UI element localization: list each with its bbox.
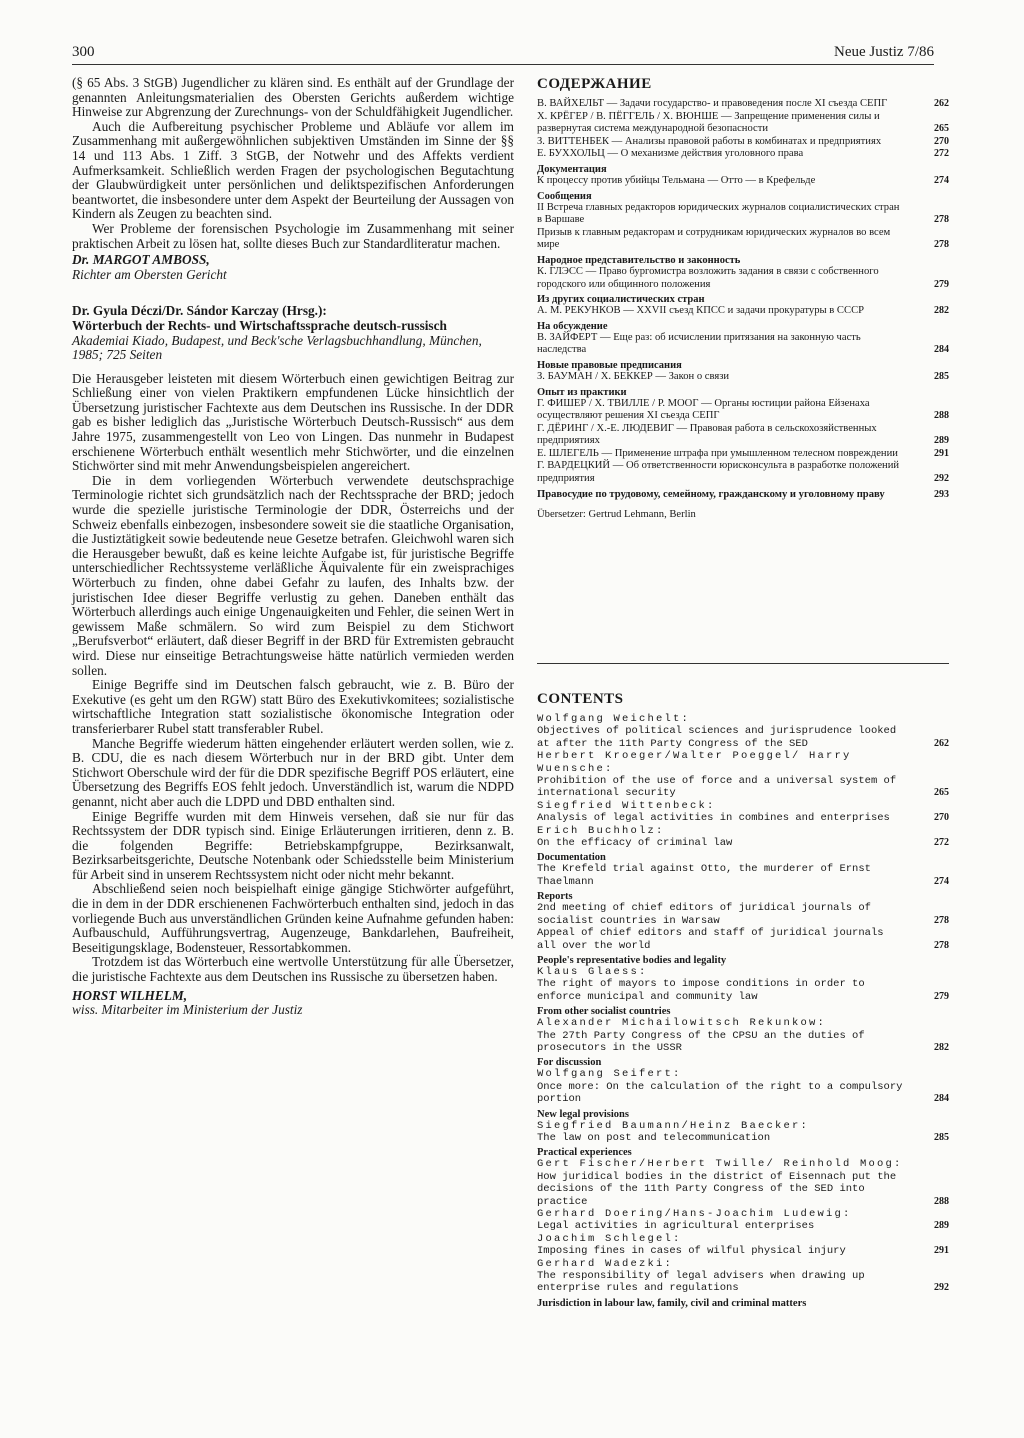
toc-entry — [537, 825, 949, 850]
toc-entry — [537, 1068, 949, 1105]
toc-entry — [537, 1233, 949, 1258]
toc-entry-text — [537, 1258, 915, 1295]
body-paragraph: Auch die Aufbereitung psychischer Probleme und Abläufe vor allem im Zusammenhang mit außergewöhnlichen subjektiven Umständen im Sinne der §§ 14 und 113 Abs. 1 Ziff. 3 StGB, der Notwehr und des Affekts verdient Aufmerksamkeit. Schließlich werden Fragen der psychologischen Begutachtung der Glaubwürdigkeit unter persönlichen und deliktspezifischen Anforderungen beantwortet, die insbesondere unter dem Aspekt der Beurteilung der Aussagen von Kindern als Zeugen zu beachten sind. — [72, 118, 514, 222]
toc-entry-title: К процессу против убийцы Тельмана — Отто — в Крефельде — [537, 174, 816, 186]
toc-entry — [537, 1017, 949, 1054]
toc-entry-title: Х. КРЁГЕР / В. ПЁГГЕЛЬ / Х. ВЮНШЕ — Запрещение применения силы и развернутая система международной безопасности — [537, 110, 880, 135]
toc-entry-title: Г. ДЁРИНГ / Х.-Е. ЛЮДЕВИГ — Правовая работа в сельскохозяйственных предприятиях — [537, 422, 877, 447]
toc-entry — [537, 423, 949, 448]
toc-entry-title: Appeal of chief editors and staff of juridical journals all over the world — [537, 927, 884, 952]
toc-page-number: 289 — [934, 1220, 949, 1232]
toc-entry — [537, 448, 949, 461]
toc-entry-title: The right of mayors to impose conditions in order to enforce municipal and community law — [537, 978, 865, 1003]
toc-page-number: 274 — [934, 875, 949, 887]
toc-page-number: 292 — [934, 1282, 949, 1294]
body-paragraph: (§ 65 Abs. 3 StGB) Jugendlicher zu klären sind. Es enthält auf der Grundlage der genannten Anleitungsmaterialien des Obersten Gerichts außerdem wichtige Hinweise zur Abgrenzung der Zurechnungs- von der Schuldfähigkeit Jugendlicher. — [72, 75, 514, 120]
toc-entry-author: Erich Buchholz: — [537, 824, 665, 837]
toc-page-number: 284 — [934, 344, 949, 356]
toc-entry-text — [537, 460, 915, 485]
toc-entry-text — [537, 902, 915, 927]
reviewer-title: wiss. Mitarbeiter im Ministerium der Justiz — [72, 1002, 303, 1018]
toc-page-number: 289 — [934, 435, 949, 447]
toc-entry — [537, 175, 949, 188]
toc-page-number: 278 — [934, 939, 949, 951]
toc-entry-title: The 27th Party Congress of the CPSU an the duties of prosecutors in the USSR — [537, 1029, 865, 1054]
toc-entry-author: Wolfgang Seifert: — [537, 1068, 682, 1081]
toc-entry — [537, 1258, 949, 1295]
toc-section: Из других социалистических стран — [537, 294, 705, 306]
toc-entry — [537, 98, 949, 111]
toc-entry-text — [537, 927, 915, 952]
body-paragraph: Wer Probleme der forensischen Psychologie im Zusammenhang mit seiner praktischen Arbeit zu lösen hat, sollte dieses Buch zur Standardliteratur machen. — [72, 220, 514, 251]
toc-page-number: 291 — [934, 447, 949, 459]
toc-page-number: 265 — [934, 123, 949, 135]
reviewer-title: Richter am Obersten Gericht — [72, 266, 227, 282]
toc-entry-text — [537, 148, 915, 161]
russian-contents-list — [537, 98, 949, 501]
reviewer-name: Dr. MARGOT AMBOSS, — [72, 252, 210, 268]
translator-credit: Übersetzer: Gertrud Lehmann, Berlin — [537, 509, 696, 521]
toc-page-number: 279 — [934, 278, 949, 290]
toc-page-number: 282 — [934, 305, 949, 317]
body-paragraph: Abschließend seien noch beispielhaft einige gängige Stichwörter aufgeführt, die in dem in der DDR erschienenen Fachwörterbuch enthalten sind, jedoch in das vorliegende Buch aus unverständlichen Gründen keine Aufnahme gefunden haben: Aufbauschuld, Aufführungsvertrag, Augenzeuge, Bankdarlehen, Baufreiheit, Beseitigungsklage, Bodensteuer, Ressortabkommen. — [72, 881, 514, 955]
toc-page-number: 284 — [934, 1093, 949, 1105]
toc-entry — [537, 750, 949, 800]
toc-page-number: 274 — [934, 174, 949, 186]
toc-entry-author: Joachim Schlegel: — [537, 1232, 682, 1245]
toc-entry-title: Once more: On the calculation of the right to a compulsory portion — [537, 1080, 903, 1106]
toc-page-number: 265 — [934, 787, 949, 799]
toc-section: People's representative bodies and legality — [537, 954, 727, 966]
toc-entry-text — [537, 398, 915, 423]
toc-page-number: 292 — [934, 473, 949, 485]
toc-entry — [537, 398, 949, 423]
review-column — [72, 76, 514, 1018]
toc-entry-title: 2nd meeting of chief editors of juridical journals of socialist countries in Warsaw — [537, 902, 871, 927]
toc-entry-title: В. ВАЙХЕЛЬТ — Задачи государство- и правоведения после XI съезда СЕПГ — [537, 98, 888, 109]
toc-entry-title: Призыв к главным редакторам и сотрудникам юридических журналов во всем мире — [537, 226, 891, 251]
toc-entry-title: Г. ФИШЕР / Х. ТВИЛЛЕ / Р. МООГ — Органы юстиции района Ейзенаха осуществляют решения XI съезда СЕПГ — [537, 397, 870, 422]
toc-entry — [537, 202, 949, 227]
section-divider — [537, 663, 949, 664]
english-contents — [537, 691, 949, 1309]
toc-entry-author: Alexander Michailowitsch Rekunkow: — [537, 1017, 827, 1030]
toc-section — [537, 489, 949, 502]
toc-section: Опыт из практики — [537, 386, 627, 398]
toc-page-number: 272 — [934, 837, 949, 849]
toc-entry — [537, 863, 949, 888]
toc-page-number: 285 — [934, 1131, 949, 1143]
toc-entry-text — [537, 371, 915, 384]
toc-entry-title: Imposing fines in cases of wilful physical injury — [537, 1245, 846, 1258]
toc-entry-title: The Krefeld trial against Otto, the murderer of Ernst Thaelmann — [537, 863, 871, 888]
toc-entry-text — [537, 423, 915, 448]
toc-entry-title: The responsibility of legal advisers when drawing up enterprise rules and regulations — [537, 1270, 865, 1295]
toc-entry-title: How juridical bodies in the district of Eisennach put the decisions of the 11th Party Congress of the SED into practice — [537, 1170, 897, 1208]
toc-section: Jurisdiction in labour law, family, civil and criminal matters — [537, 1297, 807, 1309]
toc-page-number: 288 — [934, 410, 949, 422]
toc-section: For discussion — [537, 1057, 602, 1069]
toc-entry-text — [537, 227, 915, 252]
english-contents-list — [537, 713, 949, 1309]
toc-entry — [537, 1120, 949, 1145]
toc-page-number: 278 — [934, 214, 949, 226]
page-number: 300 — [72, 44, 95, 60]
toc-section: Practical experiences — [537, 1147, 632, 1159]
body-paragraph: Die Herausgeber leisteten mit diesem Wörterbuch einen gewichtigen Beitrag zur Schließung einer von vielen Praktikern empfundenen Lücke hinsichtlich der Übersetzung juristischer Fachtexte aus dem Deutschen ins Russische. In der DDR gab es bisher lediglich das „Juristische Wörterbuch Deutsch-Russisch“ aus dem Jahre 1975, zusammengestellt von Leo von Lingen. Das nunmehr in Budapest erschienene Wörterbuch enthält wesentlich mehr Stichwörter, und die einzelnen Stichwörter sind mit mehr Anwendungsbeispielen angereichert. — [72, 370, 514, 474]
toc-entry — [537, 460, 949, 485]
toc-entry-author: Klaus Glaess: — [537, 965, 648, 978]
toc-entry-text — [537, 713, 915, 750]
journal-issue: Neue Justiz 7/86 — [834, 44, 934, 60]
toc-entry-text — [537, 1068, 915, 1105]
toc-entry-title: Prohibition of the use of force and a universal system of international security — [537, 775, 897, 800]
toc-entry-text — [537, 1208, 915, 1233]
toc-section: Сообщения — [537, 190, 592, 202]
toc-entry — [537, 1208, 949, 1233]
toc-entry-title: А. М. РЕКУНКОВ — XXVII съезд КПСС и задачи прокуратуры в СССР — [537, 305, 865, 317]
body-paragraph: Die in dem vorliegenden Wörterbuch verwendete deutschsprachige Terminologie richtet sich grundsätzlich nach der Rechtssprache der BRD; jedoch wurde die spezielle juristische Terminologie der DDR, Österreichs und der Schweiz ebenfalls einbezogen, insbesondere soweit sie die staatliche Organisation, die Justiztätigkeit sowie bedeutende neue Gesetze betrafen. Gleichwohl waren sich die Herausgeber bewußt, daß es keine leichte Aufgabe ist, für juristische Begriffe unterschiedlicher Rechtssysteme verläßliche Äquivalente für ein zweisprachiges Wörterbuch zu finden, ohne dabei Gefahr zu laufen, des Inhalts bzw. der juristischen Idee dieser Begriffe verlustig zu gehen. Daneben enthält das Wörterbuch allerdings auch einige Ungenauigkeiten und Fehler, die seinen Wert in gewissem Maße schmälern. So wird zum Beispiel zu dem Stichwort „Berufsverbot“ erläutert, daß dieser Begriff in der BRD für Extremisten gebraucht wird. Diese nur einseitige Betrachtungsweise hätte natürlich vermieden werden sollen. — [72, 472, 514, 678]
toc-entry — [537, 966, 949, 1003]
toc-section: Народное представительство и законность — [537, 254, 741, 266]
body-paragraph: Einige Begriffe sind im Deutschen falsch gebraucht, wie z. B. Büro der Exekutive (es geht um den RGW) statt Büro des Exekutivkomitees; sozialistische wirtschaftliche Integration statt sozialistische ökonomische Integration oder transferierbarer Rubel statt transferabler Rubel. — [72, 677, 514, 736]
toc-entry-text — [537, 202, 915, 227]
toc-page-number: 270 — [934, 812, 949, 824]
toc-entry-title: Legal activities in agricultural enterprises — [537, 1220, 815, 1233]
toc-section: Reports — [537, 891, 573, 903]
toc-entry — [537, 1158, 949, 1208]
toc-entry-author: Siegfried Wittenbeck: — [537, 799, 716, 812]
toc-entry — [537, 371, 949, 384]
toc-entry-author: Gerhard Wadezki: — [537, 1257, 674, 1270]
toc-section: From other socialist countries — [537, 1006, 671, 1018]
toc-entry — [537, 136, 949, 149]
review-book-title: Wörterbuch der Rechts- und Wirtschaftssprache deutsch-russisch — [72, 317, 447, 333]
toc-entry-author: Herbert Kroeger/Walter Poeggel/ Harry Wuensche: — [537, 750, 852, 775]
review-book-publisher: Akademiai Kiado, Budapest, und Beck'sche Verlagsbuchhandlung, München, 1985; 725 Seiten — [72, 332, 482, 363]
toc-entry-text — [537, 966, 915, 1003]
toc-page-number: 285 — [934, 370, 949, 382]
toc-entry-title: З. БАУМАН / Х. БЕККЕР — Закон о связи — [537, 370, 730, 382]
toc-entry-title: Analysis of legal activities in combines and enterprises — [537, 812, 890, 825]
toc-section: На обсуждение — [537, 320, 608, 332]
toc-section-label: Правосудие по трудовому, семейному, гражданскому и уголовному праву — [537, 488, 885, 500]
toc-entry-author: Gert Fischer/Herbert Twille/ Reinhold Moog: — [537, 1158, 903, 1171]
toc-page-number: 262 — [934, 737, 949, 749]
toc-entry-author: Siegfried Baumann/Heinz Baecker: — [537, 1119, 810, 1132]
toc-page-number: 270 — [934, 135, 949, 147]
toc-entry-text — [537, 111, 915, 136]
toc-entry-title: В. ЗАЙФЕРТ — Еще раз: об исчислении притязания на законную часть наследства — [537, 331, 861, 356]
toc-entry-title: Е. ШЛЕГЕЛЬ — Применение штрафа при умышленном телесном повреждении — [537, 447, 898, 459]
toc-entry-text — [537, 825, 915, 850]
toc-entry — [537, 800, 949, 825]
toc-entry-title: Objectives of political sciences and jurisprudence looked at after the 11th Party Congress of the SED — [537, 725, 897, 750]
toc-entry — [537, 713, 949, 750]
toc-section: Documentation — [537, 852, 606, 864]
toc-page-number: 288 — [934, 1195, 949, 1207]
body-paragraph: Einige Begriffe wurden mit dem Hinweis versehen, daß sie nur für das Rechtssystem der DDR typisch sind. Einige Erläuterungen irritieren, denn z. B. die folgenden Begriffe: Betriebskampfgruppe, Bezirksanwalt, Bezirksarbeitsgerichte, Deutsche Notenbank oder Schiedsstelle beim Ministerium für Arbeit sind in unserem Rechtssystem nicht oder nicht mehr bekannt. — [72, 808, 514, 882]
toc-entry-text — [537, 136, 915, 149]
russian-contents-title: СОДЕРЖАНИЕ — [537, 76, 652, 92]
toc-entry — [537, 227, 949, 252]
toc-section: Документация — [537, 163, 607, 175]
toc-section: New legal provisions — [537, 1108, 629, 1120]
reviewer-name: HORST WILHELM, — [72, 987, 188, 1003]
toc-entry-title: К. ГЛЭСС — Право бургомистра возложить задания в связи с собственного городского или общинного положения — [537, 265, 879, 290]
body-paragraph: Manche Begriffe wiederum hätten eingehender erläutert werden sollen, wie z. B. CDU, die es nach diesem Wörterbuch nur in der BRD gibt. Unter dem Stichwort Oberschule wird der für die DDR spezifische Begriff POS erläutert, eine Übersetzung des Begriffs EOS fehlt jedoch. Unverständlich ist, warum die NDPD genannt, nicht aber auch die LDPD und DBD enthalten sind. — [72, 735, 514, 809]
toc-entry-text — [537, 750, 915, 800]
toc-entry-text — [537, 305, 915, 318]
toc-entry-title: Г. ВАРДЕЦКИЙ — Об ответственности юрисконсульта в разработке положений предприятия — [537, 460, 900, 485]
toc-entry-title: On the efficacy of criminal law — [537, 837, 733, 850]
toc-entry-title: Е. БУХХОЛЬЦ — О механизме действия уголовного права — [537, 148, 804, 160]
toc-entry-text — [537, 98, 915, 111]
toc-page-number: 293 — [934, 488, 949, 500]
toc-entry — [537, 266, 949, 291]
toc-entry-text — [537, 1158, 915, 1208]
toc-entry-text — [537, 332, 915, 357]
toc-page-number: 279 — [934, 990, 949, 1002]
toc-page-number: 278 — [934, 914, 949, 926]
toc-entry-author: Wolfgang Weichelt: — [537, 713, 691, 725]
toc-page-number: 278 — [934, 239, 949, 251]
toc-entry-text — [537, 448, 915, 461]
toc-section: Новые правовые предписания — [537, 359, 682, 371]
toc-entry-author: Gerhard Doering/Hans-Joachim Ludewig: — [537, 1208, 852, 1220]
russian-contents — [537, 76, 949, 520]
toc-entry-title: The law on post and telecommunication — [537, 1131, 771, 1144]
review-book-authors: Dr. Gyula Déczi/Dr. Sándor Karczay (Hrsg.): — [72, 303, 327, 319]
toc-entry-title: II Встреча главных редакторов юридических журналов социалистических стран в Варшаве — [537, 201, 900, 226]
header-rule — [72, 64, 934, 65]
toc-entry-text — [537, 1017, 915, 1054]
toc-page-number: 272 — [934, 148, 949, 160]
toc-entry — [537, 305, 949, 318]
toc-entry — [537, 927, 949, 952]
english-contents-title: CONTENTS — [537, 691, 624, 707]
toc-entry-text — [537, 266, 915, 291]
toc-entry-text — [537, 175, 915, 188]
toc-entry — [537, 111, 949, 136]
toc-entry-title: З. ВИТТЕНБЕК — Анализы правовой работы в комбинатах и предприятиях — [537, 135, 882, 147]
toc-entry — [537, 148, 949, 161]
toc-page-number: 262 — [934, 98, 949, 109]
toc-entry — [537, 332, 949, 357]
toc-page-number: 291 — [934, 1245, 949, 1257]
toc-entry — [537, 902, 949, 927]
toc-entry-text — [537, 1120, 915, 1145]
toc-page-number: 282 — [934, 1041, 949, 1053]
toc-entry-text — [537, 800, 915, 825]
toc-entry-text — [537, 1233, 915, 1258]
body-paragraph: Trotzdem ist das Wörterbuch eine wertvolle Unterstützung für alle Übersetzer, die juristische Fachtexte aus dem Deutschen ins Russische zu übersetzen haben. — [72, 954, 514, 985]
toc-entry-text — [537, 863, 915, 888]
